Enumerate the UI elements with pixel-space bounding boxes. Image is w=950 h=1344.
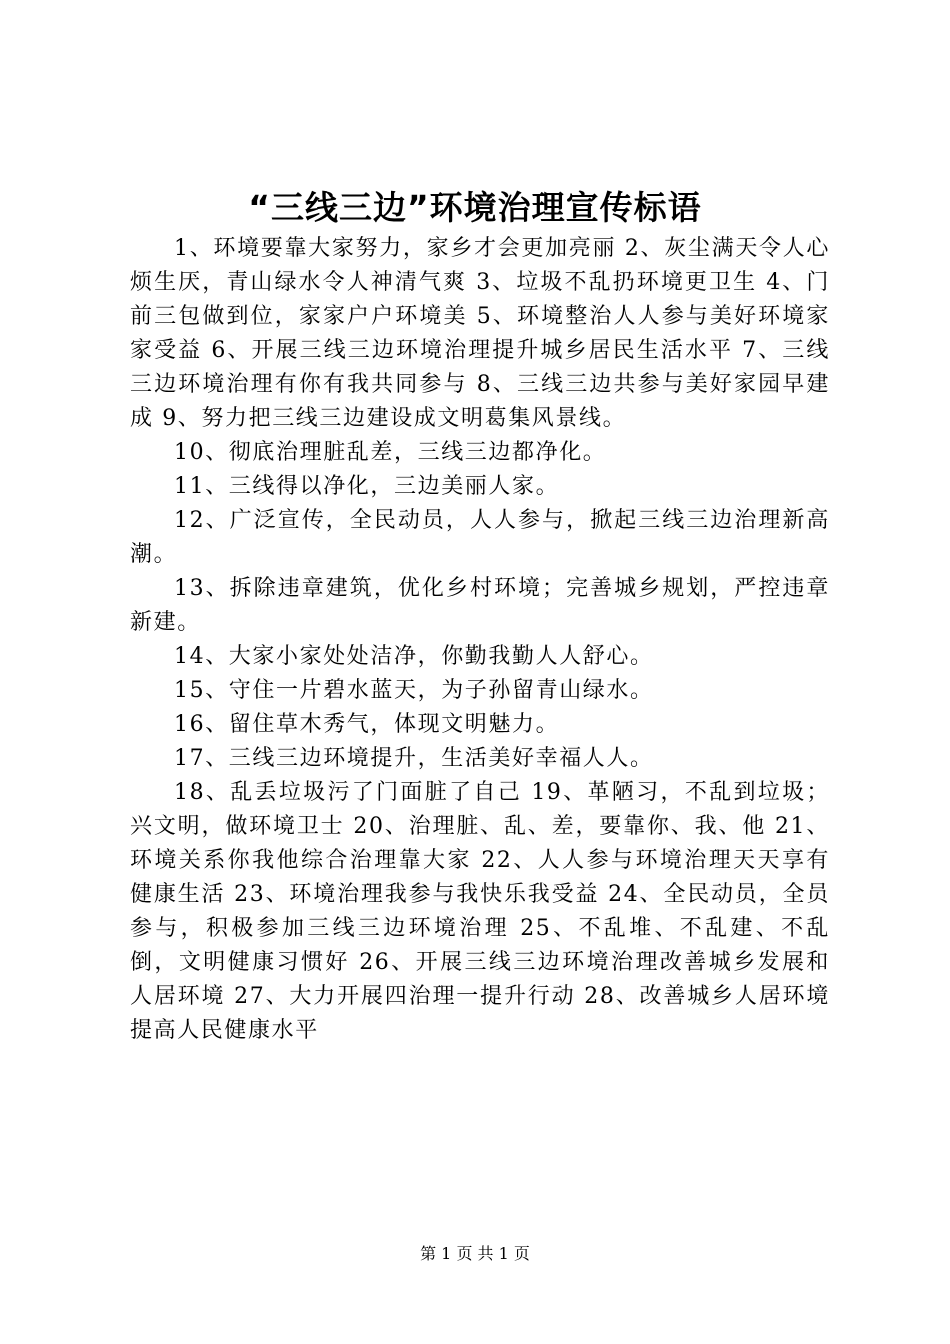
page-footer: 第 1 页 共 1 页	[420, 1244, 530, 1263]
paragraph-15: 15、守住一片碧水蓝天，为子孙留青山绿水。	[174, 678, 654, 703]
paragraph-13: 13、拆除违章建筑，优化乡村环境；完善城乡规划，严控违章新建。	[130, 576, 830, 635]
paragraph-16: 16、留住草木秀气，体现文明魅力。	[174, 712, 560, 737]
document-body	[130, 232, 830, 1048]
paragraph-1: 1、环境要靠大家努力，家乡才会更加亮丽 2、灰尘满天令人心烦生厌，青山绿水令人神清气爽 3、垃圾不乱扔环境更卫生 4、门前三包做到位，家家户户环境美 5、环境整治人人参与美好环境家家受益 6、开展三线三边环境治理提升城乡居民生活水平 7、三线三边环境治理有你有我共同参与 8、三线三边共参与美好家园早建成 9、努力把三线三边建设成文明葛集风景线。	[130, 236, 830, 431]
document-title: “三线三边”环境治理宣传标语	[248, 188, 702, 227]
paragraph-17: 17、三线三边环境提升，生活美好幸福人人。	[174, 746, 654, 771]
paragraph-18: 18、乱丢垃圾污了门面脏了自己 19、革陋习，不乱到垃圾；兴文明，做环境卫士 20、治理脏、乱、差，要靠你、我、他 21、环境关系你我他综合治理靠大家 22、人人参与环境治理天天享有健康生活 23、环境治理我参与我快乐我受益 24、全民动员，全员参与，积极参加三线三边环境治理 25、不乱堆、不乱建、不乱倒，文明健康习惯好 26、开展三线三边环境治理改善城乡发展和人居环境 27、大力开展四治理一提升行动 28、改善城乡人居环境提高人民健康水平	[130, 780, 830, 1043]
paragraph-14: 14、大家小家处处洁净，你勤我勤人人舒心。	[174, 644, 654, 669]
paragraph-11: 11、三线得以净化，三边美丽人家。	[174, 474, 560, 499]
paragraph-10: 10、彻底治理脏乱差，三线三边都净化。	[174, 440, 607, 465]
paragraph-12: 12、广泛宣传，全民动员，人人参与，掀起三线三边治理新高潮。	[130, 508, 830, 567]
